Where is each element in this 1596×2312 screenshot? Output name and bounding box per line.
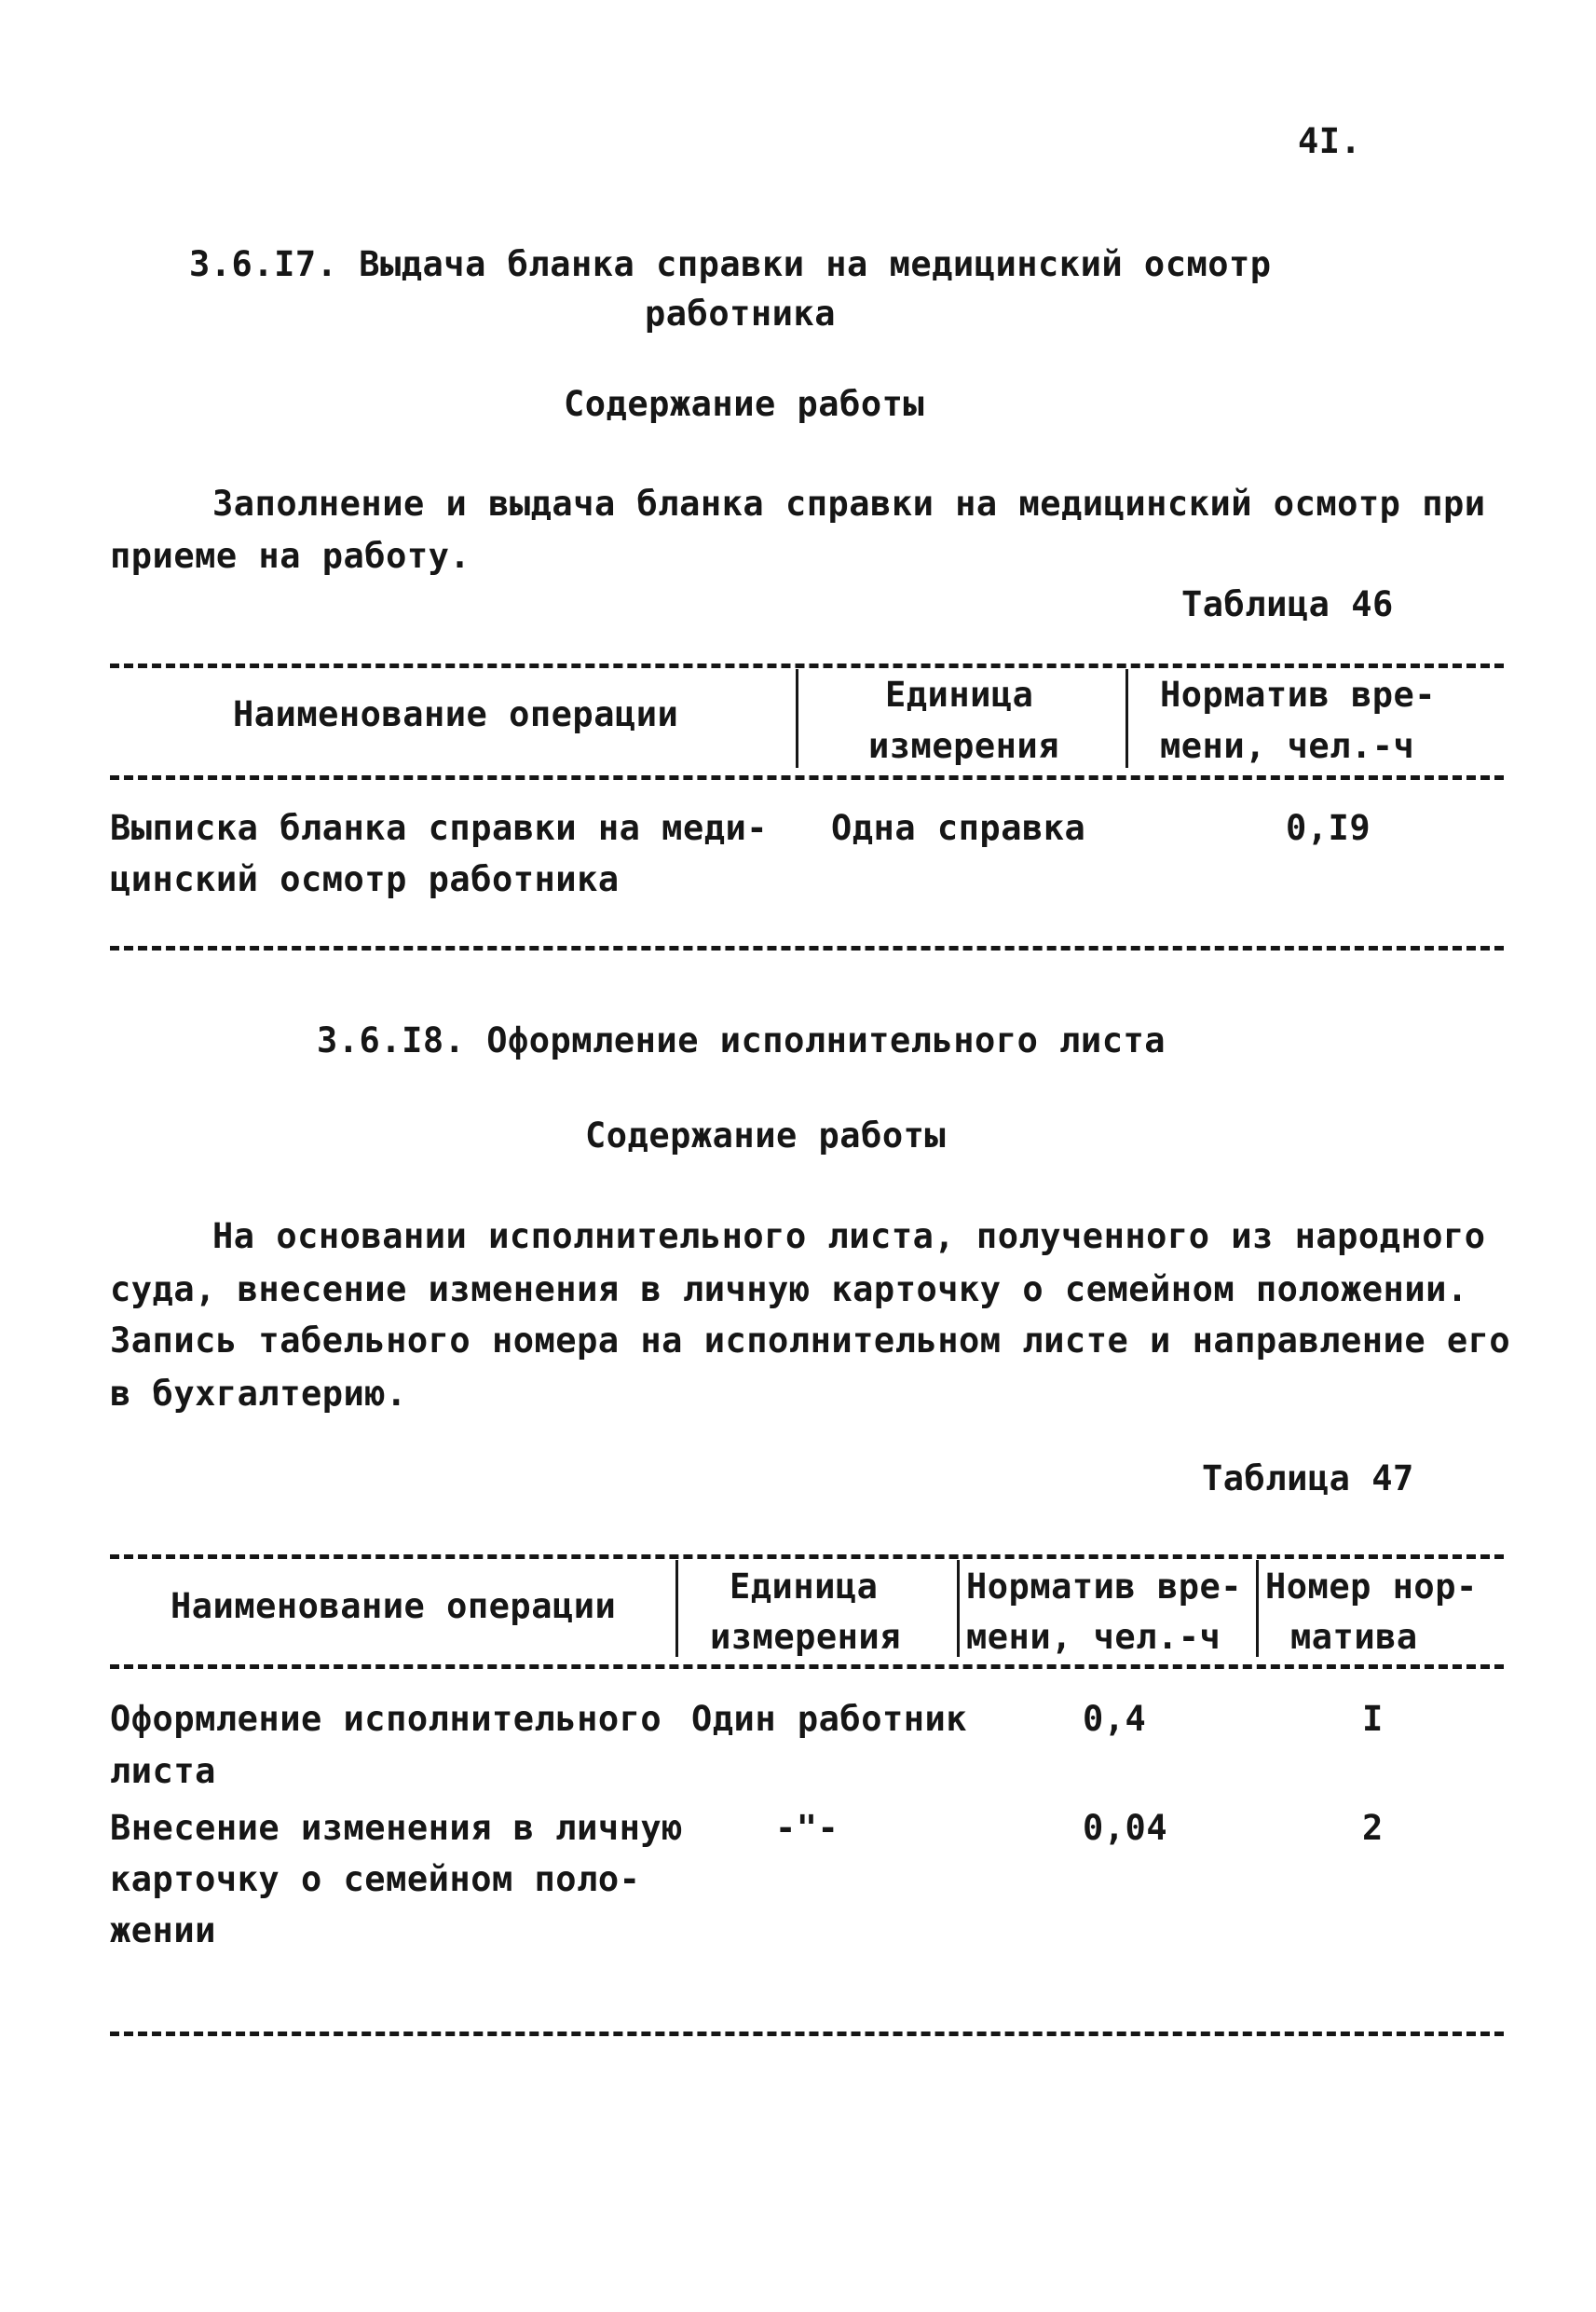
column-header-unit: Единица — [885, 675, 1034, 715]
column-separator — [796, 669, 798, 768]
header-rule — [110, 775, 1504, 780]
column-header-norm: мени, чел.-ч — [966, 1617, 1221, 1657]
column-header-unit: Единица — [730, 1566, 879, 1607]
column-header-norm: Норматив вре- — [966, 1566, 1243, 1607]
section-heading: 3.6.I8. Оформление исполнительного листа — [317, 1020, 1166, 1060]
body-text-line: в бухгалтерию. — [110, 1374, 407, 1414]
column-header-number: матива — [1290, 1617, 1418, 1657]
page-number: 4I. — [1298, 121, 1362, 161]
work-content-heading: Содержание работы — [564, 384, 925, 424]
section-heading: 3.6.I7. Выдача бланка справки на медицинский осмотр — [189, 244, 1272, 284]
column-separator — [1256, 1560, 1259, 1657]
operation-name: Внесение изменения в личную — [110, 1808, 683, 1848]
body-text-line: Запись табельного номера на исполнительном листе и направление его — [110, 1320, 1511, 1361]
operation-name: Выписка бланка справки на меди- — [110, 808, 769, 848]
unit-value: Одна справка — [831, 808, 1086, 848]
unit-value: Один работник — [691, 1699, 968, 1739]
unit-value: -"- — [775, 1808, 839, 1848]
norm-value: 0,4 — [1083, 1699, 1147, 1739]
norm-number: 2 — [1362, 1808, 1384, 1848]
operation-name: цинский осмотр работника — [110, 859, 620, 899]
header-rule — [110, 1664, 1504, 1669]
body-text-line: суда, внесение изменения в личную карточку о семейном положении. — [110, 1269, 1468, 1309]
body-text-line: Заполнение и выдача бланка справки на медицинский осмотр при — [212, 484, 1486, 524]
column-header-name: Наименование операции — [171, 1586, 617, 1626]
table-bottom-rule — [110, 946, 1504, 951]
operation-name: карточку о семейном поло- — [110, 1859, 641, 1899]
column-header-norm: мени, чел.-ч — [1160, 726, 1415, 766]
column-header-norm: Норматив вре- — [1160, 675, 1437, 715]
norm-number: I — [1362, 1699, 1384, 1739]
column-separator — [957, 1560, 960, 1657]
column-header-unit: измерения — [710, 1617, 901, 1657]
norm-value: 0,04 — [1083, 1808, 1168, 1848]
table-caption: Таблица 47 — [1202, 1458, 1414, 1498]
body-text-line: приеме на работу. — [110, 536, 471, 576]
body-text-line: На основании исполнительного листа, полученного из народного — [212, 1216, 1486, 1256]
column-header-unit: измерения — [868, 726, 1059, 766]
table-top-rule — [110, 1554, 1504, 1559]
table-caption: Таблица 46 — [1181, 584, 1394, 624]
column-header-number: Номер нор- — [1265, 1566, 1478, 1607]
operation-name: жении — [110, 1910, 216, 1950]
norm-value: 0,I9 — [1286, 808, 1371, 848]
operation-name: листа — [110, 1751, 216, 1791]
table-bottom-rule — [110, 2032, 1504, 2036]
section-heading-continued: работника — [645, 294, 836, 334]
table-top-rule — [110, 664, 1504, 668]
operation-name: Оформление исполнительного — [110, 1699, 662, 1739]
column-separator — [1125, 669, 1128, 768]
work-content-heading: Содержание работы — [585, 1115, 947, 1156]
column-header-name: Наименование операции — [233, 694, 679, 734]
column-separator — [675, 1560, 678, 1657]
